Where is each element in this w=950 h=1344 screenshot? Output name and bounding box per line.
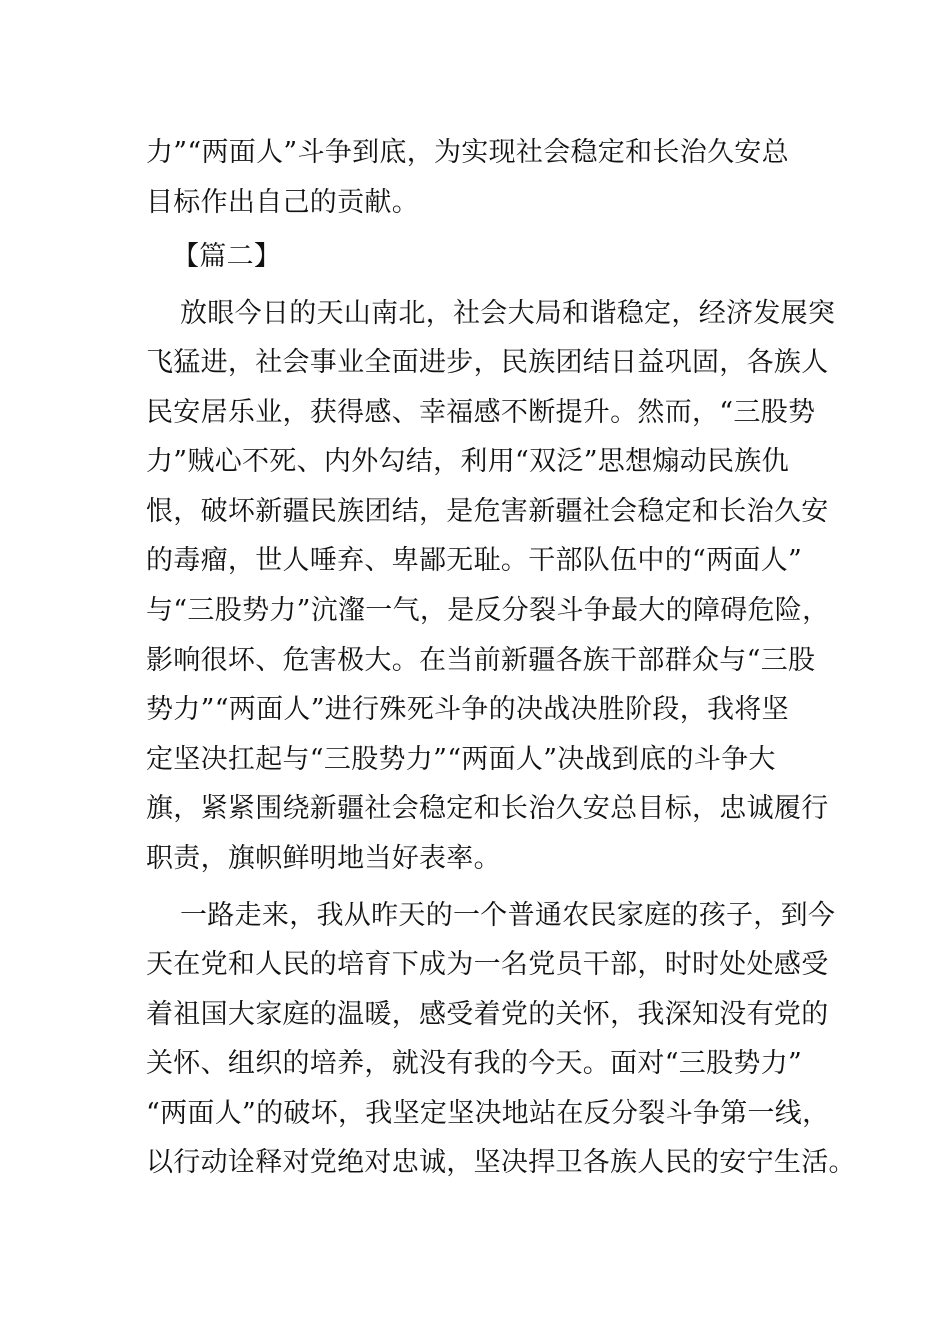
text-line: 影响很坏、危害极大。在当前新疆各族干部群众与“三股 [146,645,816,676]
text-line: 飞猛进，社会事业全面进步，民族团结日益巩固，各族人 [146,347,829,378]
section-heading: 【篇二】 [172,241,282,272]
text-line: 与“三股势力”沆瀣一气，是反分裂斗争最大的障碍危险， [146,595,830,626]
text-line: 以行动诠释对党绝对忠诚，坚决捍卫各族人民的安宁生活。 [146,1147,856,1178]
text-line: 职责，旗帜鲜明地当好表率。 [146,843,501,874]
text-line: 放眼今日的天山南北，社会大局和谐稳定，经济发展突 [180,298,836,329]
text-line: 势力”“两面人”进行殊死斗争的决战决胜阶段，我将坚 [146,694,789,725]
text-line: 恨，破坏新疆民族团结，是危害新疆社会稳定和长治久安 [146,496,829,527]
text-line: 的毒瘤，世人唾弃、卑鄙无耻。干部队伍中的“两面人” [146,545,803,576]
text-line: 旗，紧紧围绕新疆社会稳定和长治久安总目标，忠诚履行 [146,793,829,824]
text-line: “两面人”的破坏，我坚定坚决地站在反分裂斗争第一线， [146,1098,830,1129]
text-line: 定坚决扛起与“三股势力”“两面人”决战到底的斗争大 [146,744,776,775]
text-line: 关怀、组织的培养，就没有我的今天。面对“三股势力” [146,1048,803,1079]
text-line: 民安居乐业，获得感、幸福感不断提升。然而，“三股势 [146,397,816,428]
text-line: 天在党和人民的培育下成为一名党员干部，时时处处感受 [146,949,829,980]
text-line: 目标作出自己的贡献。 [146,187,419,218]
text-line: 力”“两面人”斗争到底，为实现社会稳定和长治久安总 [146,137,789,168]
text-line: 着祖国大家庭的温暖，感受着党的关怀，我深知没有党的 [146,999,829,1030]
text-line: 一路走来，我从昨天的一个普通农民家庭的孩子，到今 [180,900,836,931]
text-line: 力”贼心不死、内外勾结，利用“双泛”思想煽动民族仇 [146,446,789,477]
